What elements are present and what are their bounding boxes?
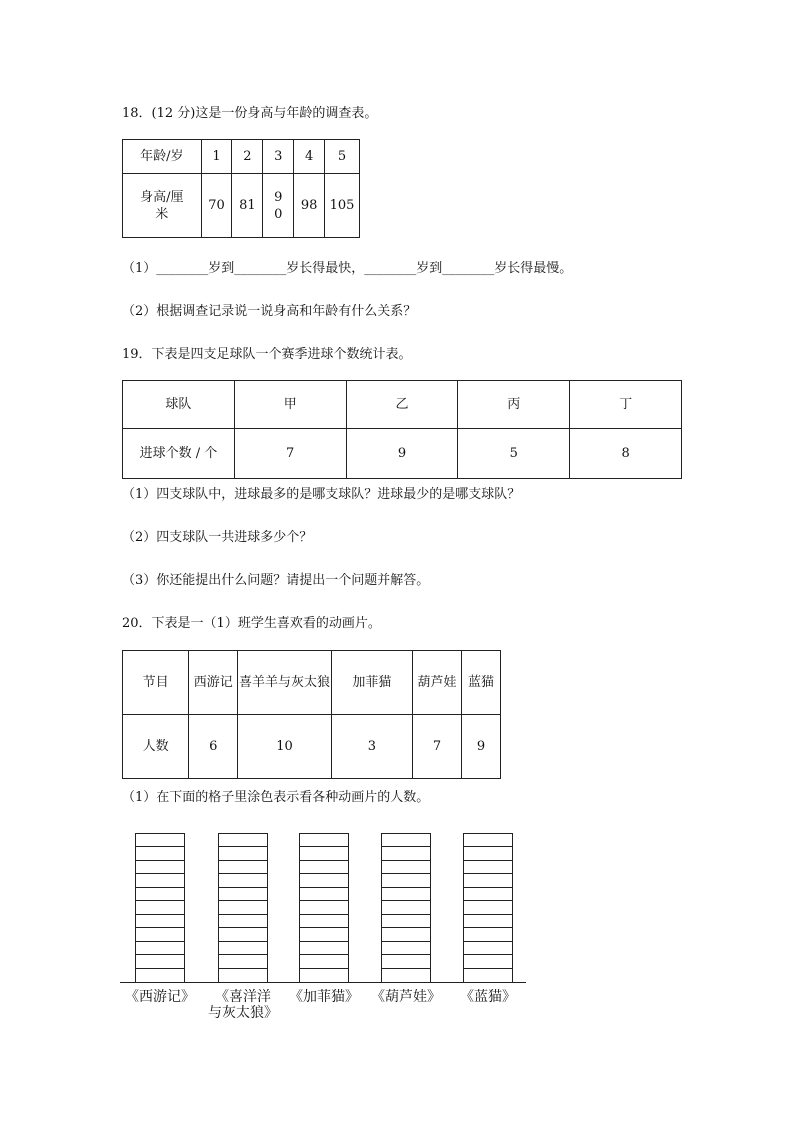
grid-cell[interactable] bbox=[219, 901, 267, 914]
age-cell: 1 bbox=[201, 140, 232, 174]
q19-sub3: （3）你还能提出什么问题？请提出一个问题并解答。 bbox=[122, 573, 430, 588]
team-header: 球队 bbox=[123, 381, 235, 429]
grid-cell[interactable] bbox=[219, 915, 267, 928]
height-header: 身高/厘米 bbox=[123, 174, 202, 238]
team-cell: 甲 bbox=[234, 381, 346, 429]
grid-cell[interactable] bbox=[300, 955, 348, 968]
grid-cell[interactable] bbox=[382, 942, 430, 955]
grid-cell[interactable] bbox=[219, 874, 267, 887]
goals-cell: 5 bbox=[458, 429, 570, 479]
grid-cell[interactable] bbox=[219, 834, 267, 847]
grid-column-lanmao[interactable] bbox=[463, 833, 513, 983]
grid-cell[interactable] bbox=[464, 901, 512, 914]
chart-label-xiyangyang-line1: 《喜洋洋 bbox=[215, 989, 271, 1005]
goals-cell: 8 bbox=[570, 429, 682, 479]
age-cell: 5 bbox=[325, 140, 360, 174]
chart-baseline bbox=[120, 982, 526, 983]
grid-cell[interactable] bbox=[136, 888, 184, 901]
grid-cell[interactable] bbox=[382, 915, 430, 928]
grid-cell[interactable] bbox=[136, 915, 184, 928]
chart-label-xiyouji: 《西游记》 bbox=[125, 989, 195, 1005]
grid-cell[interactable] bbox=[382, 888, 430, 901]
grid-cell[interactable] bbox=[464, 861, 512, 874]
count-header: 人数 bbox=[123, 715, 189, 779]
q19-sub1: （1）四支球队中，进球最多的是哪支球队？进球最少的是哪支球队？ bbox=[122, 487, 521, 502]
grid-cell[interactable] bbox=[300, 834, 348, 847]
grid-cell[interactable] bbox=[382, 847, 430, 860]
goals-cell: 9 bbox=[346, 429, 458, 479]
grid-cell[interactable] bbox=[464, 834, 512, 847]
show-cell: 加菲猫 bbox=[331, 651, 412, 715]
grid-cell[interactable] bbox=[464, 915, 512, 928]
height-cell: 90 bbox=[263, 174, 294, 238]
grid-cell[interactable] bbox=[300, 888, 348, 901]
age-cell: 3 bbox=[263, 140, 294, 174]
grid-cell[interactable] bbox=[136, 901, 184, 914]
grid-cell[interactable] bbox=[300, 861, 348, 874]
goals-cell: 7 bbox=[234, 429, 346, 479]
grid-cell[interactable] bbox=[300, 847, 348, 860]
grid-cell[interactable] bbox=[219, 955, 267, 968]
height-cell: 81 bbox=[232, 174, 263, 238]
grid-cell[interactable] bbox=[464, 888, 512, 901]
chart-label-jiafeimao: 《加菲猫》 bbox=[289, 989, 359, 1005]
grid-cell[interactable] bbox=[219, 861, 267, 874]
q19-title: 19．下表是四支足球队一个赛季进球个数统计表。 bbox=[122, 347, 412, 362]
count-cell: 9 bbox=[462, 715, 501, 779]
grid-cell[interactable] bbox=[136, 942, 184, 955]
grid-cell[interactable] bbox=[136, 874, 184, 887]
chart-label-xiyangyang-line2: 与灰太狼》 bbox=[208, 1005, 278, 1021]
age-cell: 2 bbox=[232, 140, 263, 174]
grid-cell[interactable] bbox=[219, 847, 267, 860]
q20-title: 20．下表是一（1）班学生喜欢看的动画片。 bbox=[122, 616, 381, 631]
grid-cell[interactable] bbox=[382, 928, 430, 941]
count-cell: 3 bbox=[331, 715, 412, 779]
grid-cell[interactable] bbox=[464, 969, 512, 982]
grid-cell[interactable] bbox=[136, 955, 184, 968]
grid-cell[interactable] bbox=[464, 955, 512, 968]
grid-cell[interactable] bbox=[300, 928, 348, 941]
grid-cell[interactable] bbox=[219, 888, 267, 901]
grid-cell[interactable] bbox=[300, 915, 348, 928]
grid-cell[interactable] bbox=[464, 942, 512, 955]
team-cell: 乙 bbox=[346, 381, 458, 429]
grid-cell[interactable] bbox=[219, 969, 267, 982]
goals-header: 进球个数 / 个 bbox=[123, 429, 235, 479]
show-cell: 葫芦娃 bbox=[412, 651, 461, 715]
grid-cell[interactable] bbox=[300, 874, 348, 887]
grid-column-xiyangyang[interactable] bbox=[218, 833, 268, 983]
age-header: 年龄/岁 bbox=[123, 140, 202, 174]
age-cell: 4 bbox=[294, 140, 325, 174]
height-cell: 98 bbox=[294, 174, 325, 238]
count-cell: 7 bbox=[412, 715, 461, 779]
grid-column-xiyouji[interactable] bbox=[135, 833, 185, 983]
grid-cell[interactable] bbox=[300, 969, 348, 982]
height-cell: 70 bbox=[201, 174, 232, 238]
grid-cell[interactable] bbox=[136, 847, 184, 860]
chart-label-lanmao: 《蓝猫》 bbox=[460, 989, 516, 1005]
q20-sub1: （1）在下面的格子里涂色表示看各种动画片的人数。 bbox=[122, 790, 430, 805]
q18-sub2: （2）根据调查记录说一说身高和年龄有什么关系？ bbox=[122, 304, 417, 319]
team-cell: 丁 bbox=[570, 381, 682, 429]
height-cell: 105 bbox=[325, 174, 360, 238]
grid-cell[interactable] bbox=[382, 861, 430, 874]
grid-cell[interactable] bbox=[219, 942, 267, 955]
grid-cell[interactable] bbox=[382, 834, 430, 847]
grid-cell[interactable] bbox=[219, 928, 267, 941]
q19-sub2: （2）四支球队一共进球多少个？ bbox=[122, 530, 313, 545]
chart-label-huluwa: 《葫芦娃》 bbox=[371, 989, 441, 1005]
show-header: 节目 bbox=[123, 651, 189, 715]
grid-cell[interactable] bbox=[136, 969, 184, 982]
grid-cell[interactable] bbox=[464, 847, 512, 860]
grid-cell[interactable] bbox=[464, 928, 512, 941]
grid-cell[interactable] bbox=[136, 928, 184, 941]
q18-sub1: （1）________岁到________岁长得最快，________岁到________岁长得最慢。 bbox=[122, 261, 573, 276]
q18-title: 18．(12 分)这是一份身高与年龄的调查表。 bbox=[122, 106, 378, 121]
grid-cell[interactable] bbox=[382, 955, 430, 968]
grid-cell[interactable] bbox=[382, 874, 430, 887]
grid-cell[interactable] bbox=[136, 834, 184, 847]
show-cell: 喜羊羊与灰太狼 bbox=[238, 651, 332, 715]
count-cell: 6 bbox=[189, 715, 238, 779]
count-cell: 10 bbox=[238, 715, 332, 779]
grid-cell[interactable] bbox=[300, 942, 348, 955]
grid-cell[interactable] bbox=[464, 874, 512, 887]
team-cell: 丙 bbox=[458, 381, 570, 429]
grid-cell[interactable] bbox=[382, 901, 430, 914]
grid-column-huluwa[interactable] bbox=[381, 833, 431, 983]
show-cell: 西游记 bbox=[189, 651, 238, 715]
grid-cell[interactable] bbox=[136, 861, 184, 874]
grid-cell[interactable] bbox=[382, 969, 430, 982]
show-cell: 蓝猫 bbox=[462, 651, 501, 715]
grid-column-jiafeimao[interactable] bbox=[299, 833, 349, 983]
grid-cell[interactable] bbox=[300, 901, 348, 914]
